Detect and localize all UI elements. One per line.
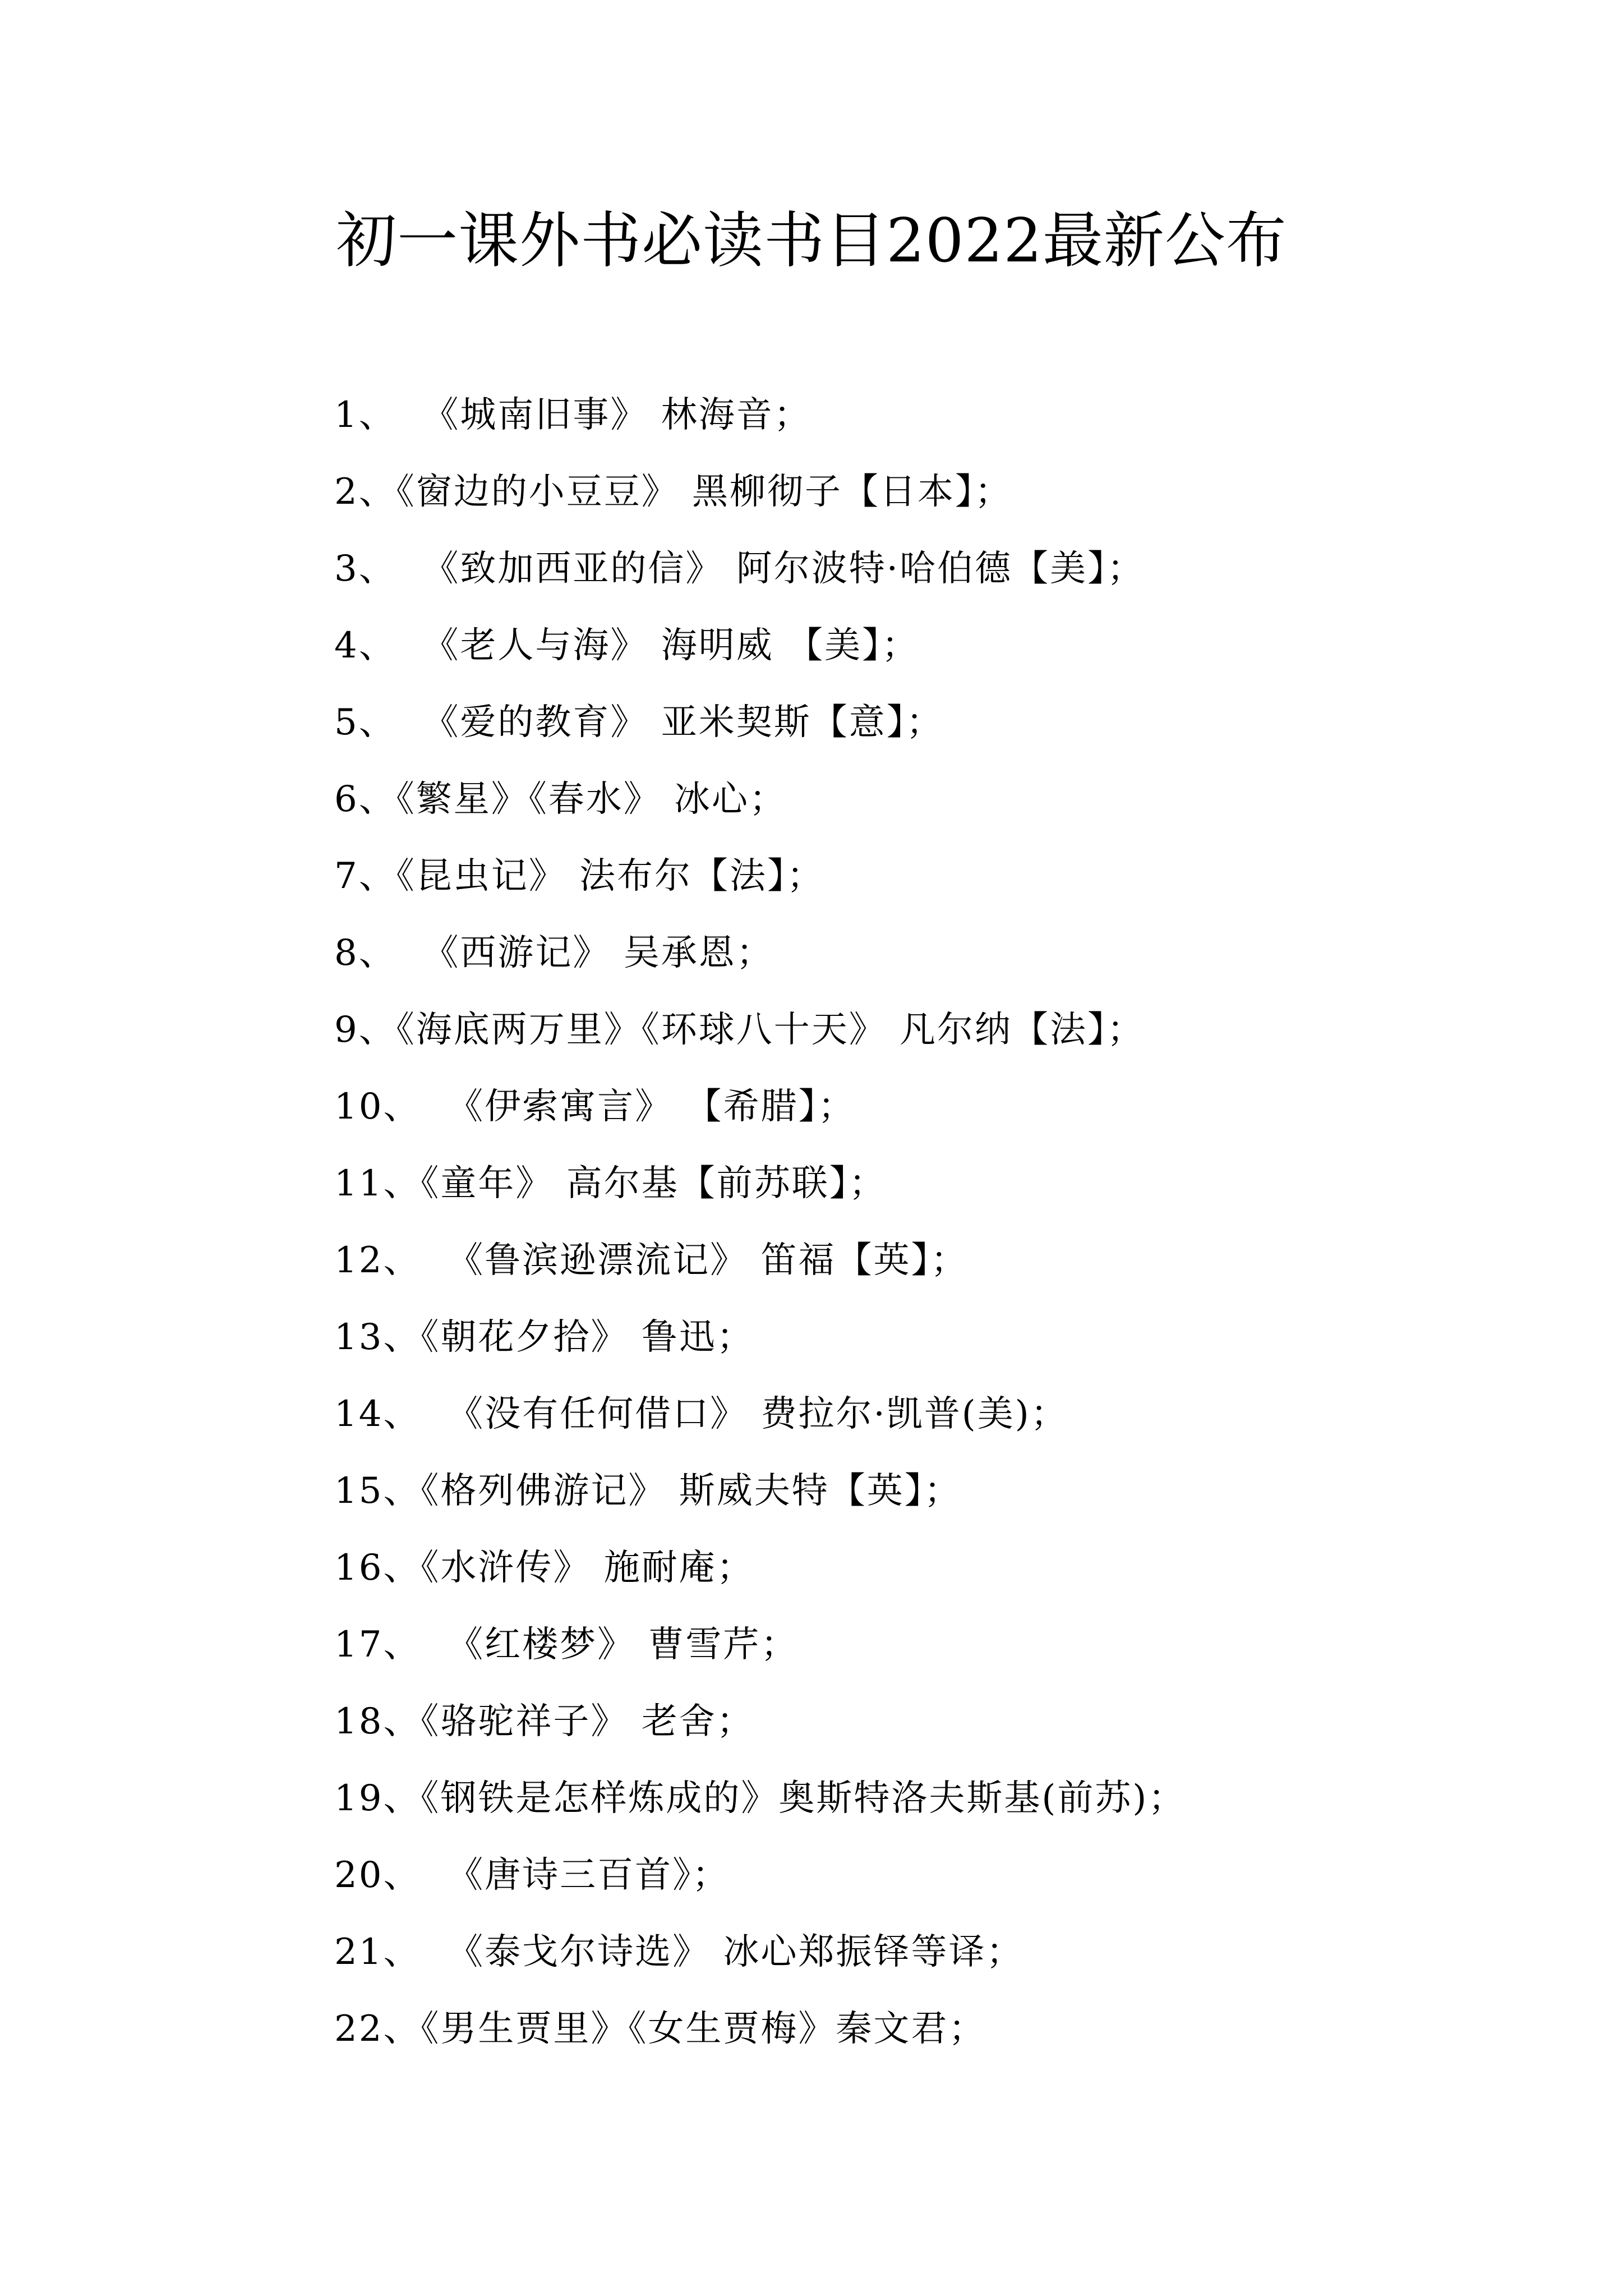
list-item: 10、 《伊索寓言》 【希腊】； (334, 1086, 856, 1128)
list-item: 8、 《西游记》 吴承恩； (334, 932, 774, 974)
list-item: 19、《钢铁是怎样炼成的》奥斯特洛夫斯基(前苏)； (334, 1778, 1186, 1819)
list-item: 2、《窗边的小豆豆》 黑柳彻子【日本】； (334, 471, 1013, 513)
list-item: 11、《童年》 高尔基【前苏联】； (334, 1163, 887, 1204)
list-item: 21、 《泰戈尔诗选》 冰心郑振铎等译； (334, 1931, 1024, 1973)
list-item: 15、《格列佛游记》 斯威夫特【英】； (334, 1470, 962, 1512)
list-item: 9、《海底两万里》《环球八十天》 凡尔纳【法】； (334, 1009, 1145, 1051)
list-item: 16、《水浒传》 施耐庵； (334, 1547, 754, 1589)
book-list (334, 377, 1186, 2068)
list-item: 6、《繁星》《春水》 冰心； (334, 779, 787, 820)
list-item: 14、 《没有任何借口》 费拉尔·凯普(美)； (334, 1393, 1068, 1435)
list-item: 4、 《老人与海》 海明威 【美】； (334, 625, 920, 666)
list-item: 13、《朝花夕拾》 鲁迅； (334, 1317, 754, 1358)
list-item: 3、 《致加西亚的信》 阿尔波特·哈伯德【美】； (334, 548, 1145, 590)
list-item: 12、 《鲁滨逊漂流记》 笛福【英】； (334, 1240, 969, 1281)
list-item: 22、《男生贾里》《女生贾梅》秦文君； (334, 2008, 986, 2050)
list-item: 20、 《唐诗三百首》； (334, 1855, 730, 1896)
list-item: 7、《昆虫记》 法布尔【法】； (334, 855, 825, 897)
list-item: 18、《骆驼祥子》 老舍； (334, 1701, 754, 1742)
list-item: 5、 《爱的教育》 亚米契斯【意】； (334, 702, 944, 743)
list-item: 17、 《红楼梦》 曹雪芹； (334, 1624, 799, 1665)
list-item: 1、 《城南旧事》 林海音； (334, 394, 811, 436)
document-title: 初一课外书必读书目2022最新公布 (336, 206, 1287, 276)
